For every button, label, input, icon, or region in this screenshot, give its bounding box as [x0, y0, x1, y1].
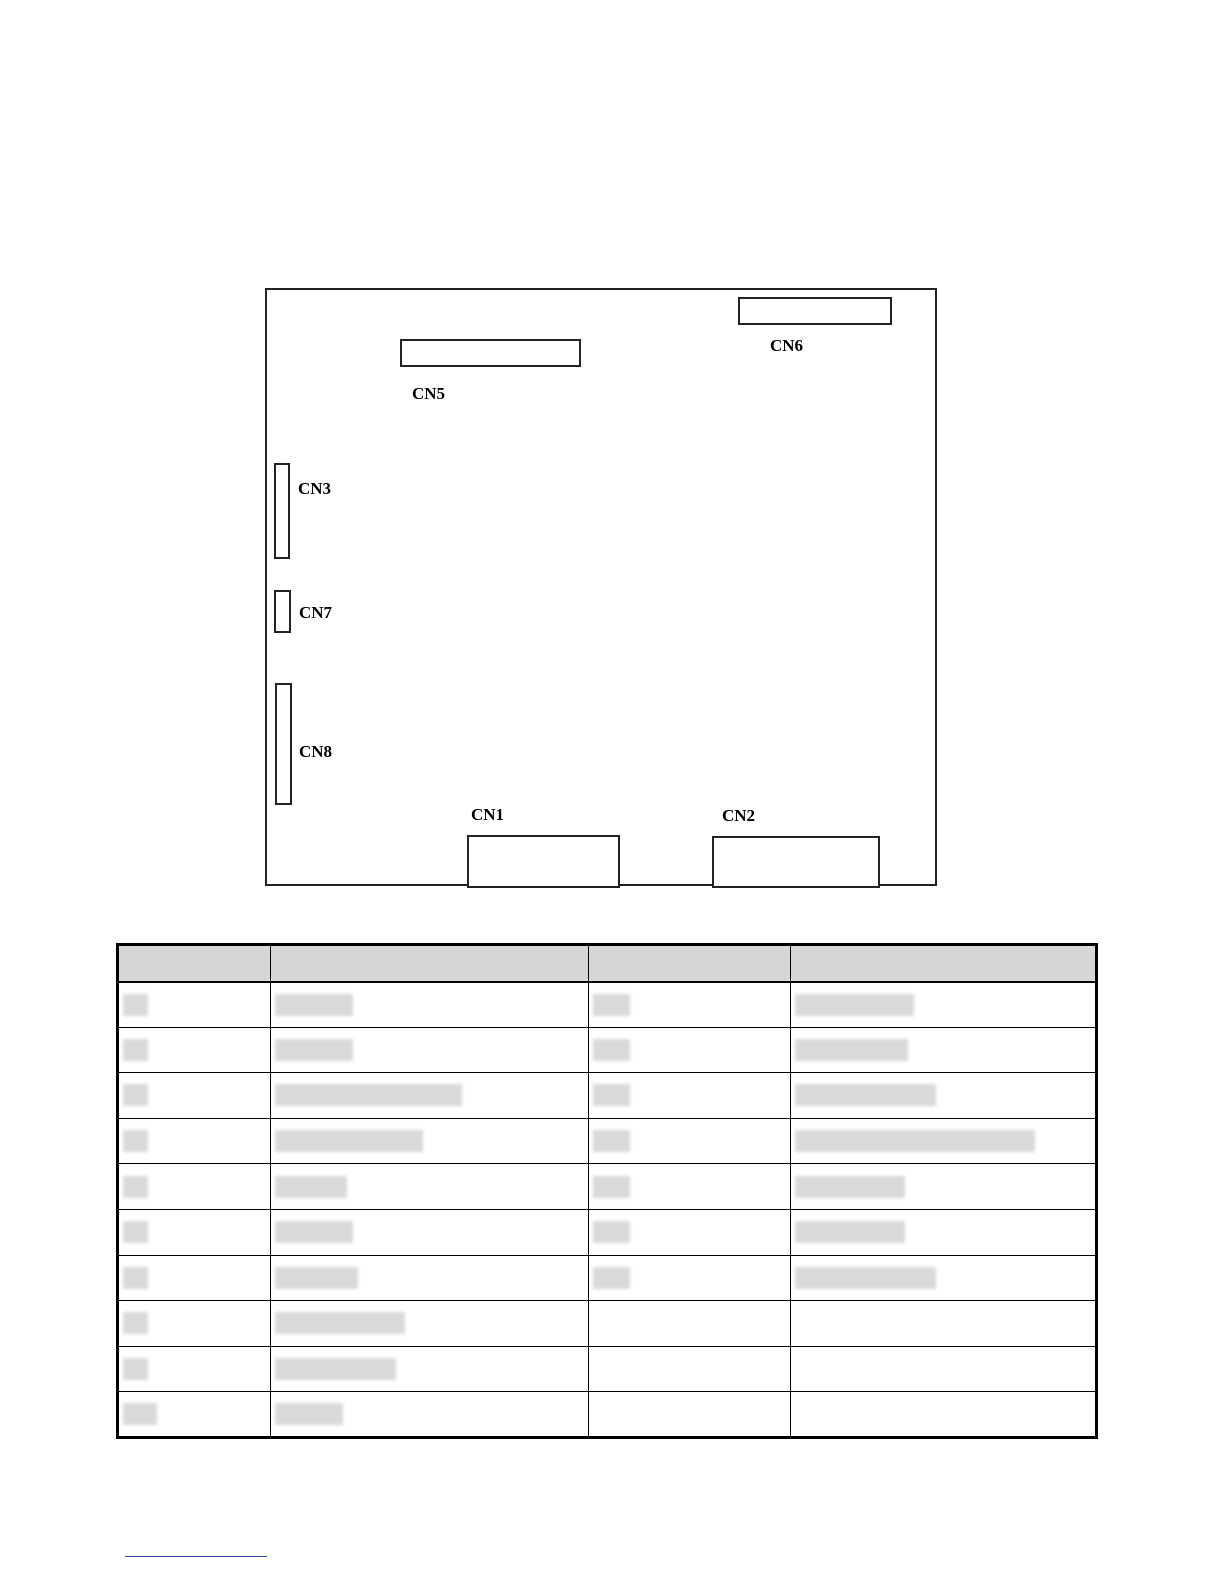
redacted-text: [123, 1312, 148, 1334]
cn2-connector: [712, 836, 880, 888]
cn1-label: CN1: [471, 805, 505, 824]
redacted-text: [795, 1130, 1035, 1152]
table-row: [118, 1118, 1097, 1164]
redacted-text: [795, 1084, 936, 1106]
redacted-text: [275, 1039, 353, 1061]
table-header-cell: [589, 945, 791, 982]
redacted-text: [275, 1221, 353, 1243]
redacted-text: [275, 1176, 347, 1198]
redacted-text: [123, 1358, 148, 1380]
redacted-text: [123, 1084, 148, 1106]
redacted-text: [123, 1176, 148, 1198]
table-header-cell: [271, 945, 589, 982]
redacted-text: [123, 1130, 148, 1152]
cn5-connector: [400, 339, 581, 367]
redacted-text: [275, 1267, 358, 1289]
redacted-text: [275, 1403, 343, 1425]
redacted-text: [593, 1130, 630, 1152]
redacted-text: [123, 1221, 148, 1243]
cn3-connector: [274, 463, 290, 559]
table-row: [118, 1255, 1097, 1301]
redacted-text: [593, 1084, 630, 1106]
cn7-label: CN7: [299, 603, 333, 622]
redacted-text: [795, 1221, 905, 1243]
table-row: [118, 1392, 1097, 1438]
cn5-label: CN5: [412, 384, 446, 403]
redacted-text: [275, 1130, 423, 1152]
table-header-cell: [118, 945, 271, 982]
footnote-separator-line: [125, 1556, 267, 1557]
redacted-text: [123, 994, 148, 1016]
redacted-text: [123, 1039, 148, 1061]
redacted-text: [275, 1084, 462, 1106]
redacted-text: [593, 1176, 630, 1198]
redacted-text: [795, 994, 914, 1016]
table-row: [118, 1301, 1097, 1347]
cn2-label: CN2: [722, 806, 756, 825]
cn3-label: CN3: [298, 479, 332, 498]
redacted-text: [275, 1358, 396, 1380]
table-header-cell: [791, 945, 1097, 982]
table-row: [118, 1209, 1097, 1255]
redacted-text: [795, 1176, 905, 1198]
cn8-label: CN8: [299, 742, 333, 761]
table-row: [118, 982, 1097, 1028]
redacted-text: [275, 1312, 405, 1334]
table-header-row: [118, 945, 1097, 982]
table-row: [118, 1164, 1097, 1210]
cn6-label: CN6: [770, 336, 804, 355]
table-row: [118, 1027, 1097, 1073]
redacted-text: [795, 1267, 936, 1289]
redacted-text: [123, 1403, 157, 1425]
cn8-connector: [275, 683, 292, 805]
table-row: [118, 1346, 1097, 1392]
table-row: [118, 1073, 1097, 1119]
pcb-board-outline: [265, 288, 937, 886]
redacted-text: [593, 1267, 630, 1289]
cn1-connector: [467, 835, 620, 888]
redacted-text: [593, 1221, 630, 1243]
redacted-text: [593, 1039, 630, 1061]
redacted-text: [275, 994, 353, 1016]
cn7-connector: [274, 590, 291, 633]
redacted-text: [593, 994, 630, 1016]
cn6-connector: [738, 297, 892, 325]
redacted-text: [795, 1039, 908, 1061]
pin-assignment-table: [116, 943, 1098, 1439]
redacted-text: [123, 1267, 148, 1289]
